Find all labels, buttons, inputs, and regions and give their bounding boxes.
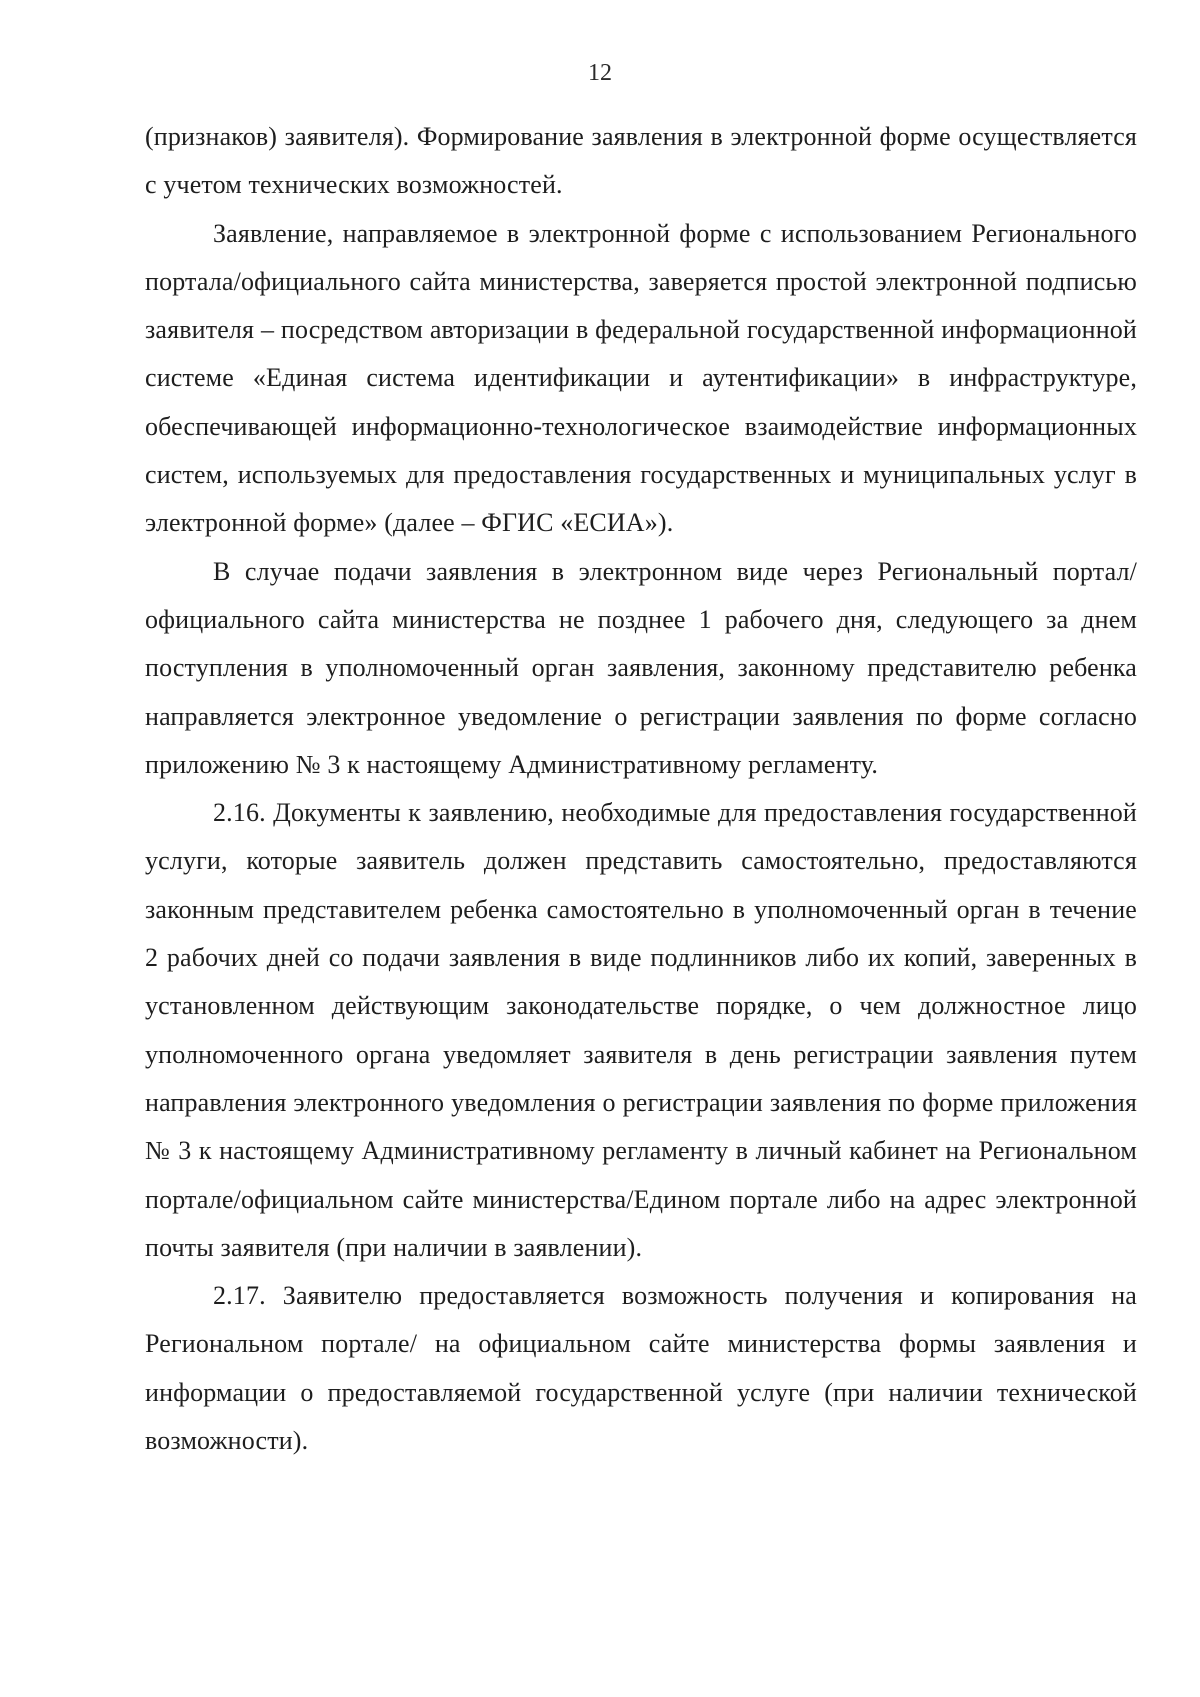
paragraph-continuation: (признаков) заявителя). Формирование заявления в электронной форме осуществляется с учетом технических возможностей. [145,122,1137,200]
paragraph-section-2-17: 2.17. Заявителю предоставляется возможность получения и копирования на Региональном портале/ на официальном сайте министерства формы заявления и информации о предоставляемой государственной услуге (при наличии технической возможности). [145,1281,1137,1456]
paragraph-notification: В случае подачи заявления в электронном виде через Региональный портал/официального сайта министерства не позднее 1 рабочего дня, следующего за днем поступления в уполномоченный орган заявления, законному представителю ребенка направляется электронное уведомление о регистрации заявления по форме согласно приложению № 3 к настоящему Административному регламенту. [145,556,1137,779]
document-body [145,113,1137,1465]
paragraph-electronic-signature: Заявление, направляемое в электронной форме с использованием Регионального портала/официального сайта министерства, заверяется простой электронной подписью заявителя – посредством авторизации в федеральной государственной информационной системе «Единая система идентификации и аутентификации» в инфраструктуре, обеспечивающей информационно-технологическое взаимодействие информационных систем, используемых для предоставления государственных и муниципальных услуг в электронной форме» (далее – ФГИС «ЕСИА»). [145,218,1137,538]
page-number: 12 [588,60,612,86]
paragraph-section-2-16: 2.16. Документы к заявлению, необходимые для предоставления государственной услуги, которые заявитель должен представить самостоятельно, предоставляются законным представителем ребенка самостоятельно в уполномоченный орган в течение 2 рабочих дней со подачи заявления в виде подлинников либо их копий, заверенных в установленном действующим законодательстве порядке, о чем должностное лицо уполномоченного органа уведомляет заявителя в день регистрации заявления путем направления электронного уведомления о регистрации заявления по форме приложения № 3 к настоящему Административному регламенту в личный кабинет на Региональном портале/официальном сайте министерства/Едином портале либо на адрес электронной почты заявителя (при наличии в заявлении). [145,798,1137,1262]
